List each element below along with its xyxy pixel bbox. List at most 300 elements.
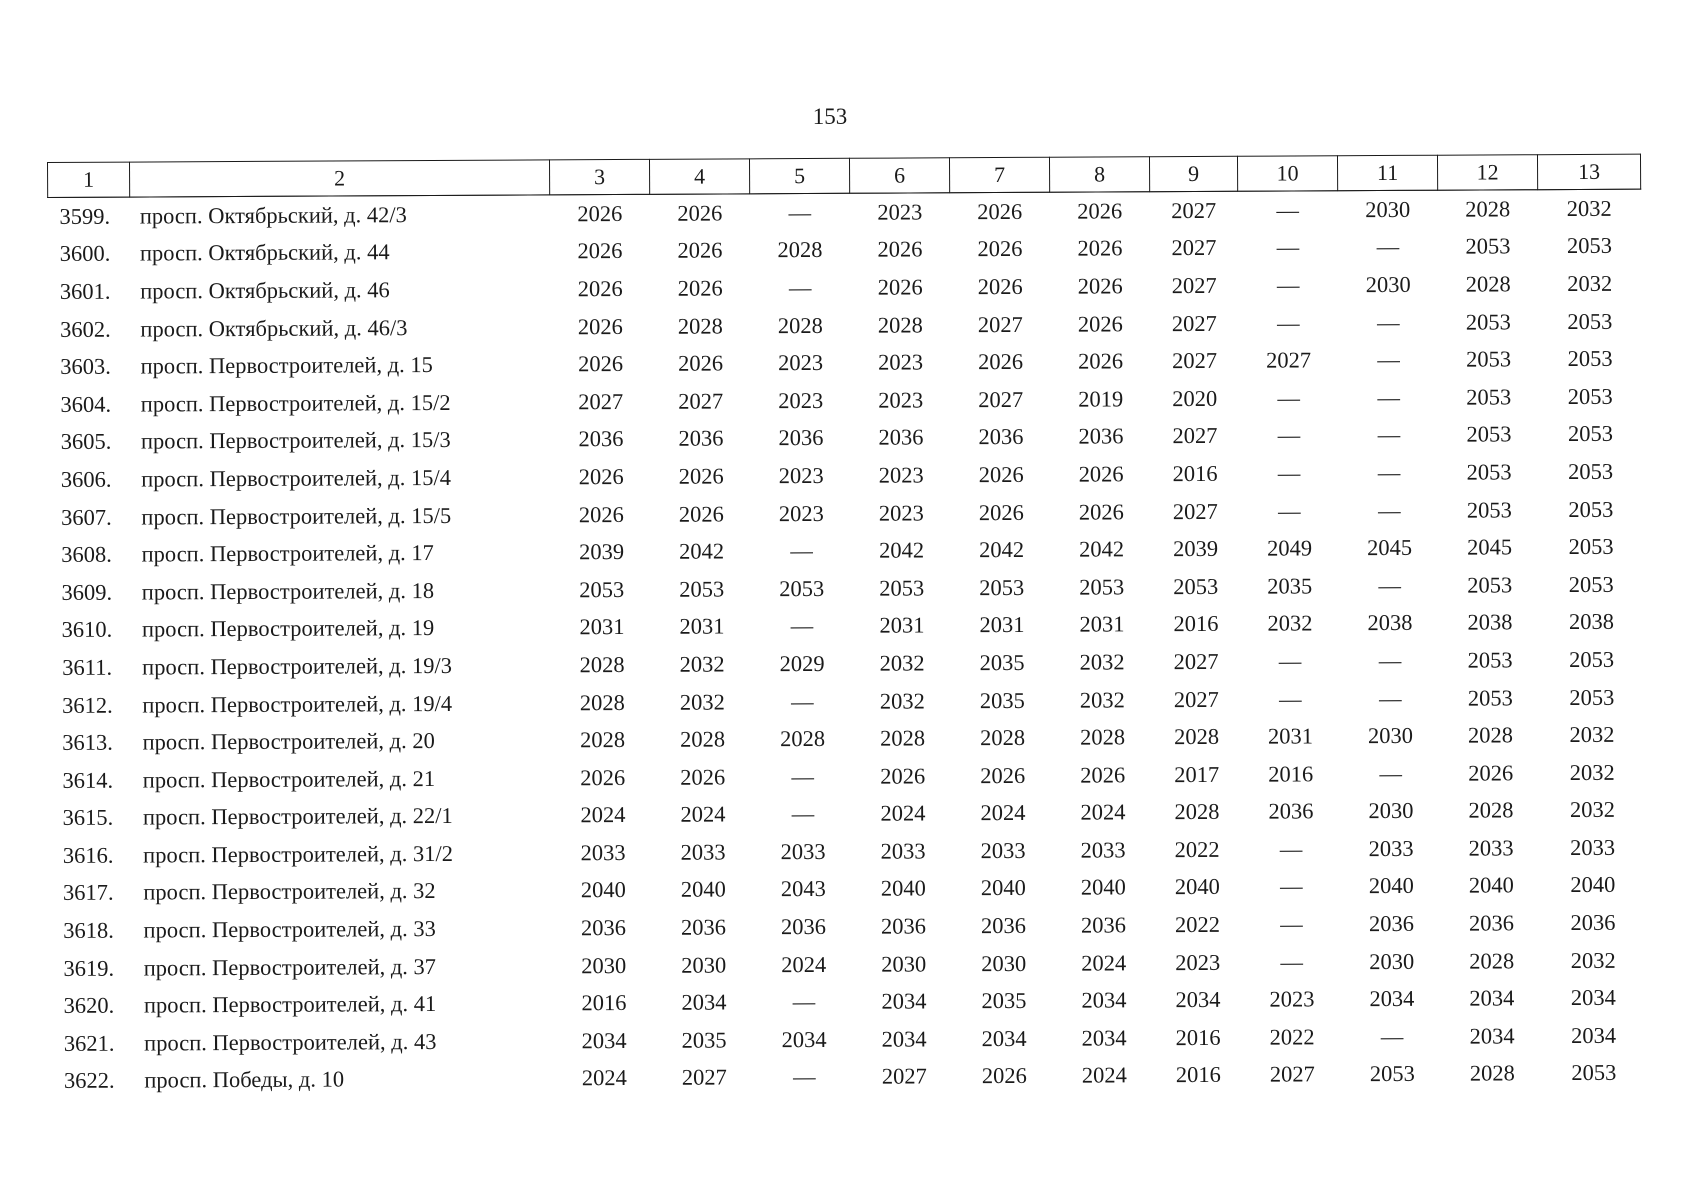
year-cell: 2031 [1079,611,1125,637]
year-cell: 2028 [677,313,723,339]
row-number-cell: 3599. [59,203,111,229]
year-cell: 2028 [777,237,823,263]
year-cell: 2034 [1175,987,1221,1013]
year-cell: 2053 [1467,572,1513,598]
year-cell: 2053 [1467,647,1513,673]
year-cell: — [1279,836,1303,862]
year-cell: 2024 [880,800,926,826]
year-cell: 2028 [579,689,625,715]
year-cell: 2053 [1566,233,1613,259]
column-header-9: 9 [1149,156,1237,191]
year-cell: 2053 [879,575,925,601]
column-header-7: 7 [949,157,1049,193]
year-cell: 2023 [777,350,824,376]
year-cell: 2036 [778,425,824,451]
year-cell: 2053 [1466,496,1512,523]
column-header-6: 6 [849,158,949,194]
year-cell: 2030 [1369,948,1415,974]
row-number-cell: 3622. [63,1068,115,1094]
year-cell: — [1278,648,1302,674]
year-cell: 2034 [1081,1025,1127,1051]
year-cell: 2026 [1080,762,1126,788]
year-cell: 2035 [979,687,1025,713]
year-cell: 2053 [1466,384,1512,410]
year-cell: — [1376,234,1400,260]
year-cell: 2053 [1569,646,1615,672]
address-cell: просп. Первостроителей, д. 19 [141,615,435,642]
year-cell: — [1276,272,1300,298]
year-cell: 2034 [881,1026,927,1052]
year-cell: 2053 [1569,684,1615,710]
address-cell: просп. Первостроителей, д. 32 [143,878,436,905]
year-cell: 2027 [1173,648,1219,675]
row-number-cell: 3620. [63,992,115,1019]
year-cell: 2040 [1080,874,1126,901]
row-number-cell: 3603. [60,353,111,380]
year-cell: 2027 [1171,348,1218,374]
row-number-cell: 3618. [63,917,114,944]
year-cell: — [791,688,814,714]
year-cell: 2028 [1173,723,1220,750]
year-cell: 2053 [1567,421,1614,447]
year-cell: — [1378,572,1402,598]
year-cell: 2026 [977,349,1024,375]
address-cell: просп. Первостроителей, д. 15/5 [141,502,452,530]
year-cell: 2024 [980,800,1026,826]
year-cell: 2026 [680,764,726,790]
row-number-cell: 3614. [62,767,114,793]
year-cell: 2030 [581,952,627,978]
year-cell: 2053 [1568,533,1614,560]
row-number-cell: 3608. [61,541,112,568]
address-cell: просп. Первостроителей, д. 15/4 [141,464,452,492]
address-cell: просп. Победы, д. 10 [144,1066,345,1093]
year-cell: 2035 [981,988,1027,1014]
row-number-cell: 3610. [61,616,113,643]
year-cell: 2036 [678,425,724,452]
year-cell: 2026 [977,273,1023,300]
year-cell: 2026 [1077,273,1123,299]
year-cell: 2033 [1368,835,1414,861]
year-cell: 2026 [978,499,1024,525]
year-cell: 2042 [678,538,725,564]
year-cell: 2026 [678,501,724,527]
year-cell: — [1377,422,1401,448]
year-cell: 2028 [1079,724,1126,750]
year-cell: 2028 [979,724,1026,751]
year-cell: 2034 [981,1025,1027,1051]
year-cell: 2053 [1173,573,1219,599]
year-cell: 2023 [878,499,924,526]
year-cell: 2027 [1173,686,1219,712]
column-header-12: 12 [1437,155,1537,191]
year-cell: 2029 [779,650,825,677]
year-cell: 2040 [580,877,626,903]
address-cell: просп. Первостроителей, д. 33 [143,916,436,943]
column-header-1: 1 [48,162,130,197]
column-header-4: 4 [649,159,749,195]
year-cell: 2036 [1368,910,1415,937]
year-cell: 2053 [979,574,1025,600]
year-cell: 2027 [1269,1061,1315,1088]
page-number: 153 [812,104,848,129]
column-header-3: 3 [549,159,649,195]
year-cell: 2034 [581,1027,627,1054]
year-cell: 2036 [1080,912,1127,938]
year-cell: 2053 [1465,233,1511,259]
year-cell: 2038 [1367,610,1413,636]
address-cell: просп. Октябрьский, д. 44 [139,239,390,266]
year-cell: 2042 [978,537,1025,563]
year-cell: 2040 [680,876,726,903]
year-cell: 2027 [977,311,1023,337]
year-cell: 2036 [880,913,927,939]
year-cell: 2016 [581,990,627,1016]
year-cell: 2036 [1570,909,1616,936]
year-cell: 2026 [1077,235,1123,261]
year-cell: 2026 [980,762,1026,788]
year-cell: — [1276,197,1300,223]
year-cell: 2034 [881,988,927,1014]
year-cell: 2033 [580,839,626,866]
year-cell: 2016 [1173,611,1219,637]
year-cell: 2026 [877,236,923,263]
year-cell: 2036 [680,914,727,940]
year-cell: 2033 [780,838,826,865]
year-cell: 2036 [578,426,624,452]
row-number-cell: 3615. [62,804,114,831]
year-cell: — [1277,460,1301,486]
year-cell: 2026 [877,274,923,300]
year-cell: — [792,989,816,1015]
year-cell: — [1378,497,1401,523]
year-cell: 2023 [778,500,824,526]
year-cell: 2024 [781,951,827,977]
year-cell: 2036 [580,915,627,941]
year-cell: 2045 [1366,534,1413,561]
year-cell: — [790,613,814,639]
year-cell: 2053 [1466,459,1512,485]
year-cell: 2026 [577,238,623,264]
year-cell: 2023 [778,462,824,489]
year-cell: 2026 [577,313,623,339]
year-cell: 2053 [1369,1061,1415,1087]
year-cell: 2032 [879,687,925,714]
year-cell: 2023 [877,349,924,375]
year-cell: 2023 [877,199,923,225]
year-cell: 2035 [681,1027,727,1053]
year-cell: 2053 [779,575,825,601]
year-cell: — [1279,685,1302,712]
year-cell: 2032 [1267,610,1313,636]
address-cell: просп. Первостроителей, д. 15/2 [140,389,451,417]
year-cell: 2023 [878,462,924,488]
address-cell: просп. Первостроителей, д. 15/3 [140,427,451,454]
year-cell: 2016 [1268,761,1314,787]
year-cell: — [791,801,815,827]
year-cell: 2035 [979,649,1025,676]
year-cell: 2040 [980,875,1026,901]
year-cell: 2027 [1172,423,1218,449]
year-cell: 2027 [1265,347,1312,373]
year-cell: 2033 [880,838,926,864]
year-cell: 2026 [677,275,723,301]
row-number-cell: 3612. [61,692,113,718]
year-cell: 2032 [1569,721,1615,748]
row-number-cell: 3621. [63,1030,115,1056]
year-cell: 2031 [1267,723,1314,749]
year-cell: 2053 [1467,684,1513,711]
year-cell: 2028 [1468,797,1514,823]
year-cell: 2027 [1171,272,1217,299]
year-cell: 2033 [680,839,726,865]
year-cell: — [788,274,812,301]
row-number-cell: 3609. [61,579,113,605]
year-cell: 2034 [1571,1022,1617,1048]
year-cell: 2026 [978,461,1024,488]
year-cell: 2026 [1468,760,1514,786]
year-cell: 2028 [1174,799,1220,825]
year-cell: 2026 [578,501,624,527]
year-cell: 2036 [780,914,827,940]
year-cell: — [1279,873,1303,900]
year-cell: 2035 [1267,573,1313,599]
address-cell: просп. Октябрьский, д. 46 [140,277,390,304]
year-cell: 2030 [681,952,727,978]
year-cell: — [1379,685,1402,711]
year-cell: 2045 [1466,534,1513,560]
year-cell: 2040 [1174,874,1220,900]
year-cell: 2026 [1077,348,1124,374]
year-cell: 2031 [879,612,925,638]
year-cell: 2043 [780,876,826,902]
year-cell: 2053 [579,576,625,602]
year-cell: 2030 [1365,196,1411,222]
year-cell: 2031 [679,613,725,640]
year-cell: 2019 [1078,386,1124,412]
year-cell: 2038 [1467,609,1513,635]
year-cell: 2020 [1172,385,1218,411]
year-cell: 2023 [778,387,824,413]
row-number-cell: 3611. [62,654,113,680]
year-cell: — [1377,384,1401,410]
row-number-cell: 3607. [60,504,112,530]
year-cell: 2034 [1570,985,1616,1011]
year-cell: 2024 [680,801,726,827]
year-cell: — [792,1064,816,1090]
year-cell: 2030 [981,950,1027,976]
year-cell: — [788,199,812,225]
year-cell: 2036 [1268,798,1314,824]
year-cell: 2033 [1468,835,1514,861]
year-cell: 2024 [1080,799,1126,825]
housing-schedule-table [47,154,1646,1101]
year-cell: — [1377,347,1400,373]
year-cell: 2030 [1367,722,1414,749]
year-cell: 2053 [1466,421,1512,447]
year-cell: 2032 [1567,270,1613,297]
year-cell: 2053 [679,576,725,602]
year-cell: 2028 [877,311,923,338]
year-cell: 2028 [1469,1060,1515,1087]
year-cell: 2027 [1172,498,1218,524]
year-cell: 2026 [580,764,626,790]
year-cell: — [791,763,815,789]
year-cell: 2036 [980,912,1027,939]
year-cell: 2017 [1174,761,1220,787]
year-cell: 2022 [1269,1024,1315,1050]
year-cell: 2053 [1567,308,1613,334]
year-cell: 2030 [1368,798,1414,824]
year-cell: 2053 [1465,346,1512,372]
address-cell: просп. Первостроителей, д. 19/4 [142,690,453,718]
year-cell: 2026 [977,236,1023,262]
year-cell: 2027 [978,386,1024,412]
year-cell: 2034 [681,989,727,1015]
year-cell: 2028 [1469,948,1515,974]
year-cell: 2028 [779,726,826,752]
year-cell: 2039 [1172,536,1219,562]
year-cell: — [1380,1023,1404,1049]
row-number-cell: 3601. [59,278,111,304]
year-cell: 2026 [577,275,623,302]
address-cell: просп. Первостроителей, д. 21 [142,765,436,793]
year-cell: 2028 [1465,271,1511,297]
address-cell: просп. Первостроителей, д. 43 [144,1028,437,1056]
year-cell: 2032 [1566,195,1612,221]
year-cell: 2033 [1570,834,1616,860]
year-cell: 2053 [1465,308,1511,335]
row-number-cell: 3617. [62,880,114,906]
year-cell: 2053 [1571,1060,1617,1086]
year-cell: 2028 [679,726,726,752]
year-cell: 2032 [879,650,925,676]
year-cell: 2026 [578,463,624,490]
year-cell: 2030 [881,951,927,977]
year-cell: 2034 [1369,986,1415,1012]
year-cell: 2036 [1078,423,1124,449]
year-cell: 2036 [1468,910,1515,936]
year-cell: 2028 [1465,196,1511,222]
column-header-10: 10 [1237,156,1337,192]
year-cell: 2024 [1081,1062,1127,1089]
year-cell: 2027 [1171,235,1217,261]
table-body [48,189,1646,1100]
year-cell: — [790,538,813,564]
year-cell: 2031 [579,614,625,640]
year-cell: 2053 [1568,458,1614,484]
year-cell: 2034 [1081,987,1127,1013]
year-cell: 2026 [981,1063,1027,1089]
year-cell: 2023 [1269,986,1315,1012]
year-cell: — [1277,310,1300,336]
year-cell: 2040 [880,875,926,902]
year-cell: 2026 [577,351,624,377]
year-cell: — [1379,760,1403,786]
year-cell: 2053 [1568,571,1614,597]
year-cell: — [1277,385,1301,411]
year-cell: 2026 [880,763,926,789]
year-cell: 2027 [578,388,624,414]
year-cell: 2032 [1569,797,1615,823]
year-cell: 2026 [1078,498,1124,525]
year-cell: — [1280,911,1303,937]
row-number-cell: 3616. [62,842,114,868]
year-cell: 2042 [878,537,925,563]
year-cell: 2033 [980,837,1026,864]
year-cell: 2026 [1078,461,1124,487]
year-cell: 2027 [1171,310,1217,336]
year-cell: 2027 [1171,197,1217,223]
year-cell: 2042 [1078,536,1125,562]
address-cell: просп. Первостроителей, д. 15 [140,352,433,379]
year-cell: 2032 [1570,947,1616,973]
year-cell: 2040 [1468,872,1514,899]
year-cell: — [1278,497,1301,524]
column-header-11: 11 [1337,155,1437,191]
address-cell: просп. Октябрьский, д. 42/3 [139,201,407,229]
address-cell: просп. Первостроителей, д. 19/3 [142,652,453,680]
address-cell: просп. Первостроителей, д. 22/1 [142,803,453,830]
year-cell: 2016 [1175,1062,1221,1088]
year-cell: 2026 [977,198,1023,224]
year-cell: 2016 [1172,460,1218,487]
year-cell: 2032 [679,651,725,677]
year-cell: 2026 [1077,310,1123,337]
year-cell: — [1377,309,1400,335]
year-cell: 2028 [1467,722,1514,748]
row-number-cell: 3606. [60,466,112,492]
year-cell: 2027 [678,388,724,414]
row-number-cell: 3604. [60,391,112,417]
year-cell: 2030 [1365,271,1411,298]
year-cell: 2026 [677,237,723,264]
year-cell: — [1280,949,1304,975]
year-cell: 2026 [1077,198,1123,224]
year-cell: 2026 [577,200,623,227]
year-cell: 2036 [878,424,924,451]
year-cell: 2036 [978,424,1024,450]
year-cell: 2034 [1469,985,1515,1011]
address-cell: просп. Первостроителей, д. 18 [141,577,435,605]
year-cell: 2023 [1175,949,1221,975]
address-cell: просп. Первостроителей, д. 20 [142,728,435,755]
year-cell: 2032 [1079,686,1125,713]
year-cell: 2038 [1568,609,1614,635]
year-cell: 2033 [1080,837,1126,863]
year-cell: 2022 [1174,836,1220,862]
year-cell: — [1276,234,1300,260]
year-cell: 2026 [678,463,724,489]
year-cell: 2053 [1568,496,1614,522]
address-cell: просп. Первостроителей, д. 17 [141,540,434,567]
year-cell: 2028 [579,727,626,753]
year-cell: 2016 [1175,1024,1221,1050]
column-header-2: 2 [130,160,550,197]
year-cell: — [1377,459,1401,485]
address-cell: просп. Первостроителей, д. 31/2 [143,840,454,868]
year-cell: 2023 [878,387,924,413]
year-cell: 2026 [677,350,724,376]
year-cell: 2053 [1079,574,1125,600]
year-cell: 2040 [1570,872,1616,898]
year-cell: 2024 [581,1065,627,1091]
column-header-13: 13 [1537,154,1640,190]
year-cell: 2028 [879,725,926,751]
column-header-5: 5 [749,158,849,194]
year-cell: 2024 [1081,950,1127,976]
row-number-cell: 3602. [59,316,111,342]
